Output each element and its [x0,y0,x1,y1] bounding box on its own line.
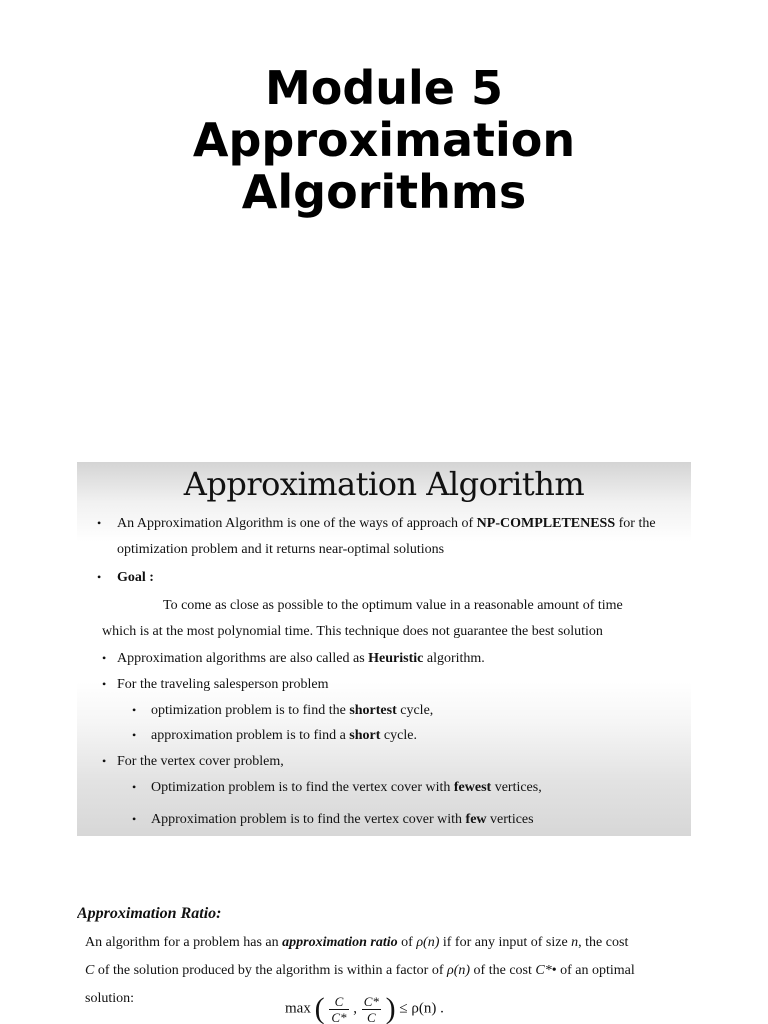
formula-relation: ≤ ρ(n) . [399,1000,444,1017]
bullet-vc-optimization [151,779,542,797]
formula-paren-close: ) [385,992,396,1024]
text: optimization problem is to find the [151,703,350,718]
text-bold: fewest [453,780,492,795]
bullet-marker: • [132,703,137,717]
text: , the cost [578,935,629,950]
bullet-vertex-cover: For the vertex cover problem, [117,754,284,769]
ratio-heading: Approximation Ratio: [77,905,222,922]
text: approximation problem is to find a [151,728,350,743]
title-line-algorithms: Algorithms [241,165,527,219]
text: • of an optimal [551,963,635,978]
fraction-numerator: C* [363,993,379,1009]
text-bold: few [465,812,487,827]
text: An algorithm for a problem has an [85,935,283,950]
bullet-marker: • [132,780,137,794]
math-rho: ρ(n) [416,935,440,950]
text: cycle. [380,728,417,743]
formula-comma: , [353,1000,357,1017]
text: Approximation algorithms are also called as [117,651,369,666]
text: Approximation problem is to find the vertex cover with [151,812,466,827]
text: for the [615,516,656,531]
math-c: C [85,963,95,978]
text-bold-italic: approximation ratio [282,935,398,950]
goal-text-1: To come as close as possible to the optimum value in a reasonable amount of time [163,598,623,613]
fraction-numerator: C [329,994,348,1010]
fraction-denominator: C* [331,1009,347,1024]
bullet-marker: • [97,516,102,530]
text: if for any input of size [439,935,572,950]
approximation-ratio-excerpt [77,904,691,1024]
bullet-definition-cont: optimization problem and it returns near-optimal solutions [117,542,445,557]
math-rho: ρ(n) [447,963,471,978]
formula-fraction-1 [329,994,348,1024]
title-line-module: Module 5 [264,61,504,115]
math-n: n [571,935,579,950]
bullet-vc-approximation [151,811,534,829]
text-bold: NP-COMPLETENESS [476,516,616,531]
bullet-marker: • [102,754,107,768]
bullet-tsp-optimization [151,702,433,720]
title-line-approximation: Approximation [192,113,576,167]
text: vertices [486,812,534,827]
text: An Approximation Algorithm is one of the ways of approach of [117,516,477,531]
text: algorithm. [423,651,485,666]
text-bold: short [349,728,381,743]
text: of [397,935,417,950]
formula-paren-open: ( [314,992,325,1024]
fraction-denominator: C [367,1009,376,1024]
page-title [0,62,768,218]
text: cycle, [396,703,434,718]
text-bold: Heuristic [368,651,424,666]
goal-label: Goal : [117,570,154,585]
formula-fraction-2 [362,994,381,1024]
ratio-definition-1 [85,934,628,952]
bullet-marker: • [102,651,107,665]
text: vertices, [491,780,542,795]
bullet-tsp-approximation [151,727,417,745]
bullet-marker: • [132,812,137,826]
bullet-marker: • [97,570,102,584]
slide-image-approximation-algorithm [77,462,691,836]
bullet-tsp: For the traveling salesperson problem [117,677,329,692]
formula-max: max [285,1000,311,1017]
bullet-heuristic [117,650,485,668]
text: of the solution produced by the algorithm is within a factor of [94,963,447,978]
math-c-star: C* [535,963,552,978]
text-bold: shortest [349,703,397,718]
goal-text-2: which is at the most polynomial time. This technique does not guarantee the best solution [102,624,603,639]
bullet-definition [117,515,656,533]
bullet-marker: • [132,728,137,742]
ratio-definition-3: solution: [85,991,135,1006]
text: of the cost [470,963,536,978]
slide-title: Approximation Algorithm [183,465,585,503]
bullet-marker: • [102,677,107,691]
ratio-definition-2 [85,962,635,980]
ratio-formula [285,992,444,1024]
text: Optimization problem is to find the vertex cover with [151,780,454,795]
